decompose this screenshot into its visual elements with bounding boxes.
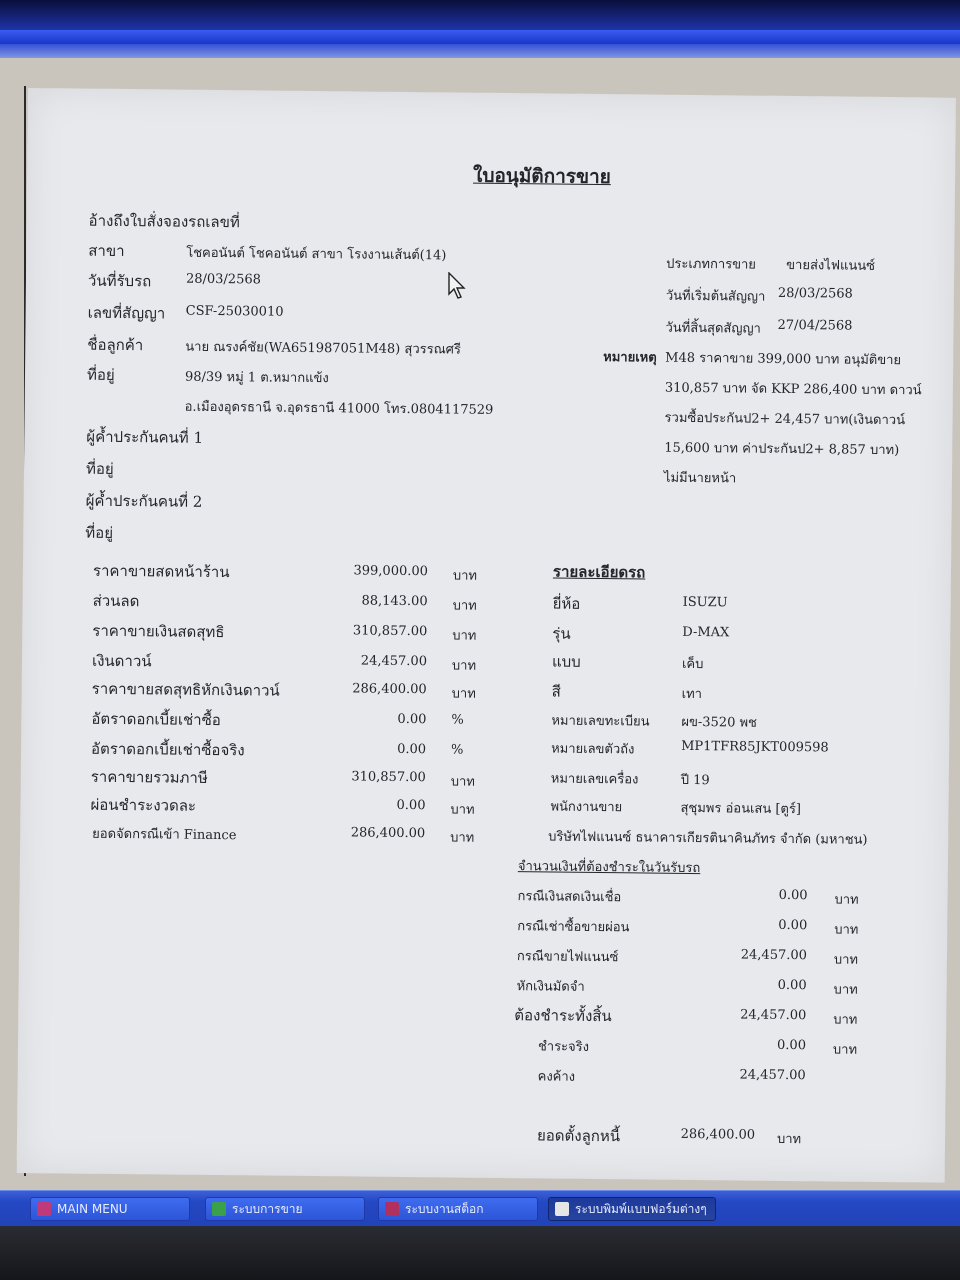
taskbar-item-label: ระบบงานสต็อก: [405, 1201, 484, 1216]
remark-line: รวมซื้อประกันป2+ 24,457 บาท(เงินดาวน์: [664, 410, 906, 429]
payment-amount: 0.00: [778, 887, 808, 904]
contract-start-label: วันที่เริ่มต้นสัญญา: [665, 288, 766, 305]
pricing-amount: 0.00: [397, 741, 427, 758]
pricing-unit: บาท: [450, 802, 475, 818]
remark-label: หมายเหตุ: [603, 350, 657, 366]
pricing-label: ราคาขายรวมภาษี: [90, 767, 208, 787]
pricing-amount: 24,457.00: [360, 653, 428, 670]
taskbar-item-label: ระบบการขาย: [232, 1201, 303, 1216]
sale-type-label: ประเภทการขาย: [666, 256, 757, 273]
pricing-unit: %: [451, 712, 464, 728]
car-label: หมายเลขทะเบียน: [551, 713, 650, 730]
contract-end-label: วันที่สิ้นสุดสัญญา: [665, 320, 761, 337]
finance-company: บริษัทไฟแนนซ์ ธนาคารเกียรตินาคินภัทร จำกัด (มหาชน): [548, 829, 868, 848]
reference-line: อ้างถึงใบสั่งจองรถเลขที่: [88, 211, 240, 232]
guarantor2-address-label: ที่อยู่: [85, 523, 114, 542]
taskbar-item-label: MAIN MENU: [57, 1202, 128, 1216]
print-icon: [555, 1202, 569, 1216]
debt-amount: 286,400.00: [680, 1126, 756, 1143]
payment-amount: 24,457.00: [739, 1067, 806, 1084]
pricing-amount: 0.00: [396, 797, 426, 814]
payment-label: ต้องชำระทั้งสิ้น: [514, 1006, 612, 1026]
payment-label: หักเงินมัดจำ: [516, 979, 585, 995]
pricing-amount: 88,143.00: [361, 593, 428, 610]
monitor-top-bezel: [0, 0, 960, 60]
customer-name-value: นาย ณรงค์ชัย(WA651987051M48) สุวรรณศรี: [185, 339, 461, 358]
taskbar-item-stock[interactable]: [378, 1197, 538, 1221]
receive-date-label: วันที่รับรถ: [87, 271, 152, 291]
pricing-label: ยอดจัดกรณีเข้า Finance: [92, 826, 237, 844]
guarantor1-label: ผู้ค้ำประกันคนที่ 1: [86, 427, 204, 447]
remark-line: M48 ราคาขาย 399,000 บาท อนุมัติขาย: [665, 350, 902, 369]
receive-date-value: 28/03/2568: [185, 271, 262, 288]
guarantor1-address-label: ที่อยู่: [85, 459, 114, 478]
sales-icon: [212, 1202, 226, 1216]
payment-section-title: จำนวนเงินที่ต้องชำระในวันรับรถ: [517, 859, 701, 877]
car-label: แบบ: [551, 652, 581, 671]
pricing-label: อัตราดอกเบี้ยเช่าซื้อจริง: [90, 739, 245, 760]
payment-unit: บาท: [833, 952, 859, 968]
pricing-unit: บาท: [452, 598, 477, 614]
address-line1: 98/39 หมู่ 1 ต.หมากแข้ง: [184, 369, 329, 387]
pricing-amount: 399,000.00: [353, 563, 429, 580]
pricing-unit: %: [451, 742, 464, 758]
taskbar-item-main-menu[interactable]: [30, 1197, 190, 1221]
branch-label: สาขา: [88, 241, 125, 261]
remark-line: 15,600 บาท ค่าประกันป2+ 8,857 บาท): [664, 440, 900, 459]
taskbar-item-label: ระบบพิมพ์แบบฟอร์มต่างๆ: [575, 1201, 707, 1216]
car-label: หมายเลขเครื่อง: [550, 771, 639, 788]
contract-no-label: เลขที่สัญญา: [87, 303, 166, 323]
customer-name-label: ชื่อลูกค้า: [87, 335, 144, 355]
pricing-label: ราคาขายสดหน้าร้าน: [92, 561, 230, 582]
car-label: พนักงานขาย: [550, 799, 623, 816]
payment-label: กรณีขายไฟแนนซ์: [516, 949, 619, 966]
pricing-label: ส่วนลด: [92, 591, 140, 611]
pricing-amount: 286,400.00: [350, 825, 426, 842]
debt-unit: บาท: [776, 1131, 802, 1148]
car-label: หมายเลขตัวถัง: [551, 741, 635, 758]
car-label: รุ่น: [552, 624, 571, 643]
app-icon: [37, 1202, 51, 1216]
payment-amount: 24,457.00: [740, 947, 808, 964]
contract-no-value: CSF-25030010: [185, 303, 284, 320]
payment-amount: 0.00: [777, 977, 807, 994]
pricing-amount: 0.00: [397, 711, 427, 728]
payment-unit: บาท: [833, 1012, 858, 1028]
pricing-unit: บาท: [451, 686, 476, 702]
payment-unit: บาท: [833, 982, 858, 998]
payment-unit: บาท: [834, 922, 859, 938]
pricing-unit: บาท: [451, 658, 477, 674]
payment-label: คงค้าง: [537, 1069, 576, 1085]
car-value: ปี 19: [680, 772, 710, 789]
taskbar-item-print-forms[interactable]: [548, 1197, 716, 1221]
pricing-label: ผ่อนชำระงวดละ: [90, 795, 197, 815]
window-title-bar: [0, 30, 960, 44]
pricing-amount: 310,857.00: [351, 769, 426, 786]
pricing-unit: บาท: [452, 628, 477, 644]
pricing-label: เงินดาวน์: [91, 651, 152, 671]
car-label: สี: [551, 682, 561, 701]
car-value: D-MAX: [682, 624, 730, 641]
branch-value: โชคอนันต์ โชคอนันต์ สาขา โรงงานเส้นต์(14): [186, 245, 447, 264]
car-value: เทา: [681, 686, 703, 703]
payment-label: กรณีเงินสดเงินเชื่อ: [517, 889, 622, 906]
address-label: ที่อยู่: [86, 365, 115, 384]
pricing-amount: 310,857.00: [352, 623, 428, 640]
payment-amount: 24,457.00: [740, 1007, 807, 1024]
monitor-bottom-bezel: [0, 1226, 960, 1280]
payment-unit: บาท: [834, 892, 859, 908]
taskbar: [0, 1190, 960, 1227]
car-label: ยี่ห้อ: [552, 594, 581, 613]
remark-line: 310,857 บาท จัด KKP 286,400 บาท ดาวน์: [664, 380, 922, 399]
car-value: ผข-3520 พช: [681, 714, 757, 731]
pricing-unit: บาท: [450, 830, 475, 846]
print-preview-page: [17, 88, 956, 1183]
payment-label: ชำระจริง: [537, 1039, 590, 1055]
payment-amount: 0.00: [778, 917, 808, 934]
car-value: ISUZU: [682, 594, 728, 611]
page-title: ใบอนุมัติการขาย: [472, 164, 611, 189]
pricing-label: ราคาขายสดสุทธิหักเงินดาวน์: [91, 679, 280, 700]
debt-label: ยอดตั้งลูกหนี้: [536, 1126, 621, 1146]
pricing-label: อัตราดอกเบี้ยเช่าซื้อ: [91, 709, 221, 730]
car-value: เค็บ: [681, 656, 704, 673]
car-value: MP1TFR85JKT009598: [681, 738, 829, 756]
pricing-label: ราคาขายเงินสดสุทธิ: [92, 621, 225, 642]
contract-start-value: 28/03/2568: [777, 285, 853, 302]
address-line2: อ.เมืองอุดรธานี จ.อุดรธานี 41000 โทร.0804117529: [184, 399, 494, 418]
car-value: สุชุมพร อ่อนเสน [ตูร์]: [680, 800, 802, 818]
car-details-title: รายละเอียดรถ: [552, 562, 646, 582]
payment-amount: 0.00: [776, 1037, 807, 1054]
sale-type-value: ขายส่งไฟแนนซ์: [786, 257, 876, 274]
contract-end-value: 27/04/2568: [777, 317, 853, 334]
payment-unit: บาท: [832, 1042, 858, 1058]
pricing-unit: บาท: [452, 568, 478, 584]
payment-label: กรณีเช่าซื้อขายผ่อน: [517, 919, 630, 936]
guarantor2-label: ผู้ค้ำประกันคนที่ 2: [85, 491, 203, 511]
taskbar-item-sales[interactable]: [205, 1197, 365, 1221]
remark-line: ไม่มีนายหน้า: [663, 470, 737, 487]
pricing-amount: 286,400.00: [352, 681, 427, 698]
stock-icon: [385, 1202, 399, 1216]
pricing-unit: บาท: [450, 774, 475, 790]
